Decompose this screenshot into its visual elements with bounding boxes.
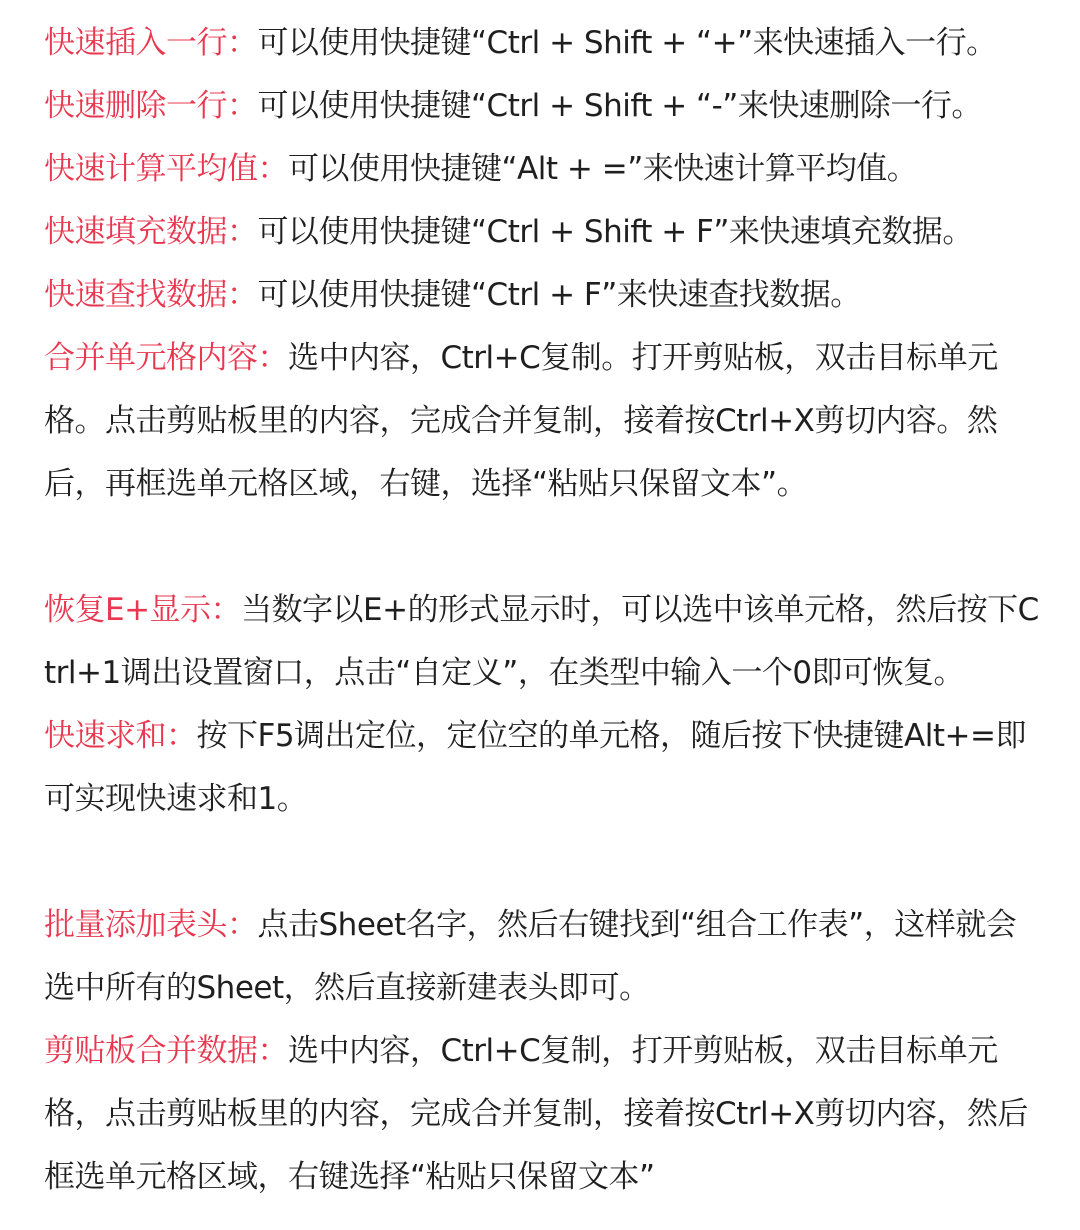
tip-text: 可以使用快捷键“Ctrl + Shift + F”来快速填充数据。 — [257, 214, 973, 250]
tip-text: 可以使用快捷键“Ctrl + Shift + “+”来快速插入一行。 — [257, 25, 997, 61]
tip-text: 选中内容，Ctrl+C复制。打开剪贴板，双击目标单元格。点击剪贴板里的内容，完成合并复制，接着按Ctrl+X剪切内容。然后，再框选单元格区域，右键，选择“粘贴只保留文本”。 — [44, 340, 998, 502]
tip-text: 按下F5调出定位，定位空的单元格，随后按下快捷键Alt+=即可实现快速求和1。 — [44, 718, 1026, 817]
tip-text: 可以使用快捷键“Ctrl + Shift + “-”来快速删除一行。 — [257, 88, 982, 124]
tip-fill-data — [44, 201, 1044, 264]
tip-delete-row — [44, 75, 1044, 138]
tip-text: 可以使用快捷键“Ctrl + F”来快速查找数据。 — [257, 277, 861, 313]
tip-label: 快速填充数据： — [44, 214, 258, 250]
tip-text: 点击Sheet名字，然后右键找到“组合工作表”，这样就会选中所有的Sheet，然后直接新建表头即可。 — [44, 907, 1017, 1006]
paragraph-spacer — [44, 516, 1044, 579]
tip-label: 快速查找数据： — [44, 277, 258, 313]
tip-text: 可以使用快捷键“Alt + =”来快速计算平均值。 — [288, 151, 918, 187]
tip-label: 恢复E+显示： — [44, 592, 242, 628]
tip-text: 选中内容，Ctrl+C复制，打开剪贴板，双击目标单元格，点击剪贴板里的内容，完成合并复制，接着按Ctrl+X剪切内容，然后框选单元格区域，右键选择“粘贴只保留文本” — [44, 1033, 1028, 1195]
tip-label: 合并单元格内容： — [44, 340, 288, 376]
tip-quick-sum — [44, 705, 1044, 831]
tip-label: 剪贴板合并数据： — [44, 1033, 288, 1069]
tip-restore-e-display — [44, 579, 1044, 705]
tip-label: 快速删除一行： — [44, 88, 258, 124]
tip-text: 当数字以E+的形式显示时，可以选中该单元格，然后按下Ctrl+1调出设置窗口，点击“自定义”，在类型中输入一个0即可恢复。 — [44, 592, 1039, 691]
tip-label: 快速求和： — [44, 718, 197, 754]
paragraph-spacer — [44, 831, 1044, 894]
tip-label: 批量添加表头： — [44, 907, 258, 943]
tip-clipboard-merge — [44, 1020, 1044, 1209]
tip-insert-row — [44, 12, 1044, 75]
tip-label: 快速插入一行： — [44, 25, 258, 61]
tip-batch-header — [44, 894, 1044, 1020]
tips-document — [44, 12, 1044, 1209]
tip-label: 快速计算平均值： — [44, 151, 288, 187]
tip-merge-cells — [44, 327, 1044, 516]
tip-find-data — [44, 264, 1044, 327]
tip-average — [44, 138, 1044, 201]
